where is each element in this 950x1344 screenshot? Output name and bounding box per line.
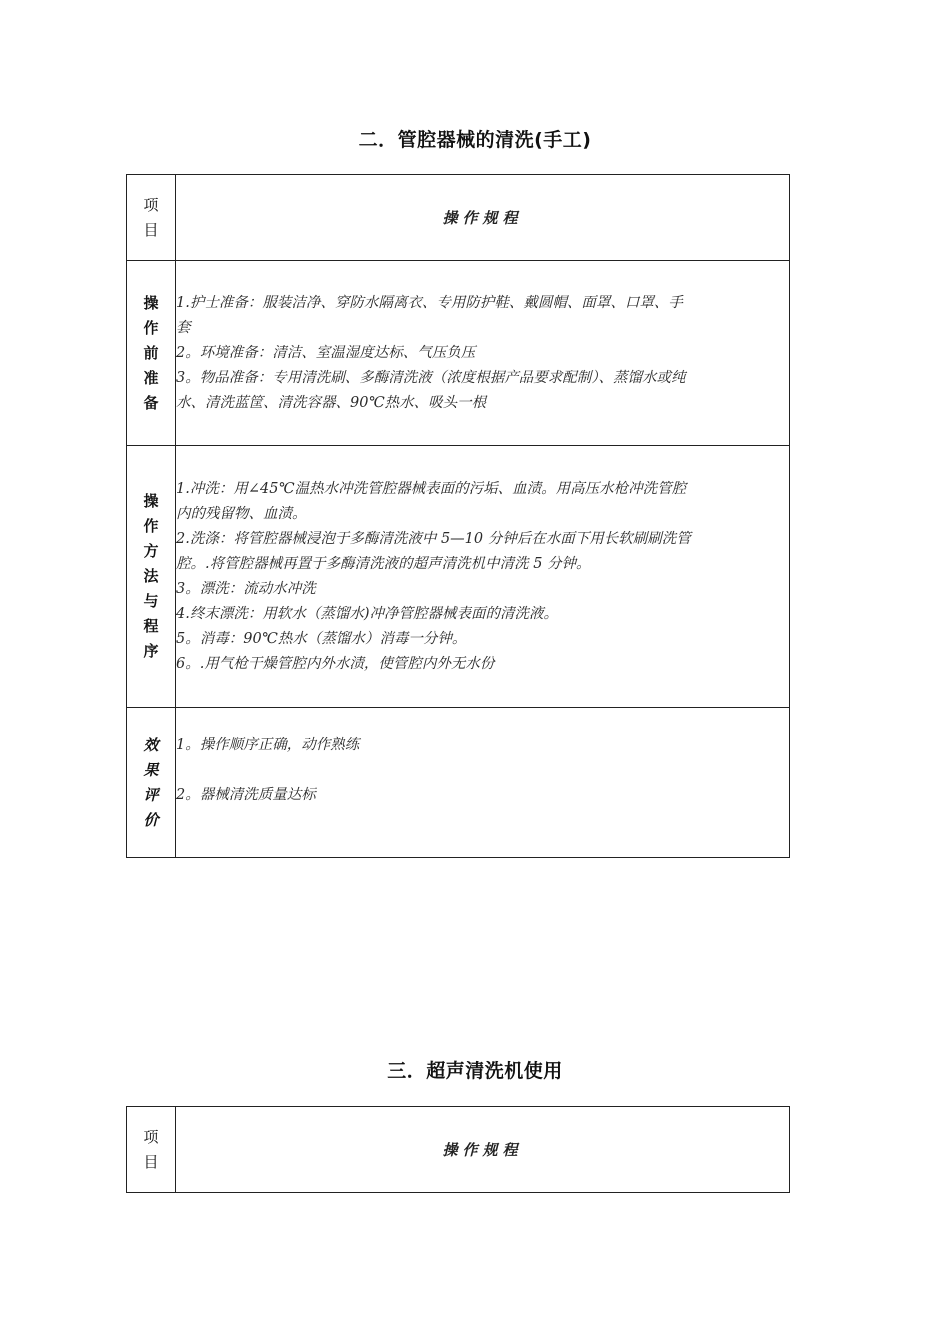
method-content-cell [176, 446, 790, 708]
label-char: 备 [143, 393, 159, 412]
table-row-preparation [127, 261, 790, 446]
label-char: 作 [143, 517, 159, 535]
label-char: 评 [143, 785, 159, 804]
table-row-evaluation [127, 708, 790, 858]
content-line: 6。.用气枪干燥管腔内外水渍，使管腔内外无水份 [176, 655, 495, 672]
content-line: 内的残留物、血渍。 [176, 505, 307, 522]
section-1-title: 二．管腔器械的清洗(手工) [358, 129, 592, 151]
content-line: 1.护士准备：服装洁净、穿防水隔离衣、专用防护鞋、戴圆帽、面罩、口罩、手 [176, 294, 683, 311]
preparation-label-cell [127, 261, 176, 446]
content-line: 2。环境准备：清洁、室温湿度达标、气压负压 [176, 344, 476, 361]
label-char: 前 [143, 343, 159, 362]
procedure-header-cell: 操作规程 [176, 1107, 790, 1193]
label-char: 价 [143, 810, 159, 829]
procedure-header-cell: 操作规程 [176, 175, 790, 261]
item-header-char: 目 [143, 220, 159, 239]
content-line: 1。操作顺序正确，动作熟练 [176, 737, 360, 753]
content-line: 3。物品准备：专用清洗刷、多酶清洗液（浓度根据产品要求配制）、蒸馏水或纯 [176, 369, 686, 386]
content-line: 套 [176, 319, 191, 336]
item-header-char: 项 [143, 1127, 159, 1146]
evaluation-content-cell [176, 708, 790, 858]
label-char: 程 [143, 617, 159, 635]
content-line: 4.终末漂洗：用软水（蒸馏水)冲净管腔器械表面的清洗液。 [176, 605, 558, 622]
content-line: 水、清洗蓝筐、清洗容器、90℃热水、吸头一根 [176, 394, 487, 411]
label-char: 方 [143, 542, 159, 560]
content-line: 1.冲洗：用∠45℃温热水冲洗管腔器械表面的污垢、血渍。用高压水枪冲洗管腔 [176, 480, 687, 497]
label-char: 与 [143, 592, 159, 610]
table-header-row [127, 1107, 790, 1193]
section-2-title: 三．超声清洗机使用 [387, 1060, 563, 1082]
spacer [176, 758, 789, 783]
item-header-char: 项 [143, 195, 159, 214]
content-line: 腔。.将管腔器械再置于多酶清洗液的超声清洗机中清洗 5 分钟。 [176, 555, 591, 572]
label-char: 操 [143, 293, 159, 312]
procedure-table-1 [126, 174, 790, 858]
evaluation-label-cell [127, 708, 176, 858]
method-label-cell [127, 446, 176, 708]
procedure-table-2 [126, 1106, 790, 1193]
item-header-char: 目 [143, 1152, 159, 1171]
label-char: 序 [143, 642, 159, 660]
item-header-cell [127, 1107, 176, 1193]
table-row-method [127, 446, 790, 708]
label-char: 准 [143, 368, 159, 387]
label-char: 操 [143, 492, 159, 510]
content-line: 3。漂洗：流动水冲洗 [176, 580, 316, 597]
content-line: 5。消毒：90℃热水（蒸馏水）消毒一分钟。 [176, 630, 467, 647]
label-char: 果 [143, 760, 159, 779]
label-char: 作 [143, 318, 159, 337]
table-header-row [127, 175, 790, 261]
preparation-content-cell [176, 261, 790, 446]
content-line: 2.洗涤：将管腔器械浸泡于多酶清洗液中 5—10 分钟后在水面下用长软刷刷洗管 [176, 530, 691, 547]
label-char: 效 [143, 735, 159, 754]
item-header-cell [127, 175, 176, 261]
content-line: 2。器械清洗质量达标 [176, 787, 316, 803]
label-char: 法 [143, 567, 159, 585]
